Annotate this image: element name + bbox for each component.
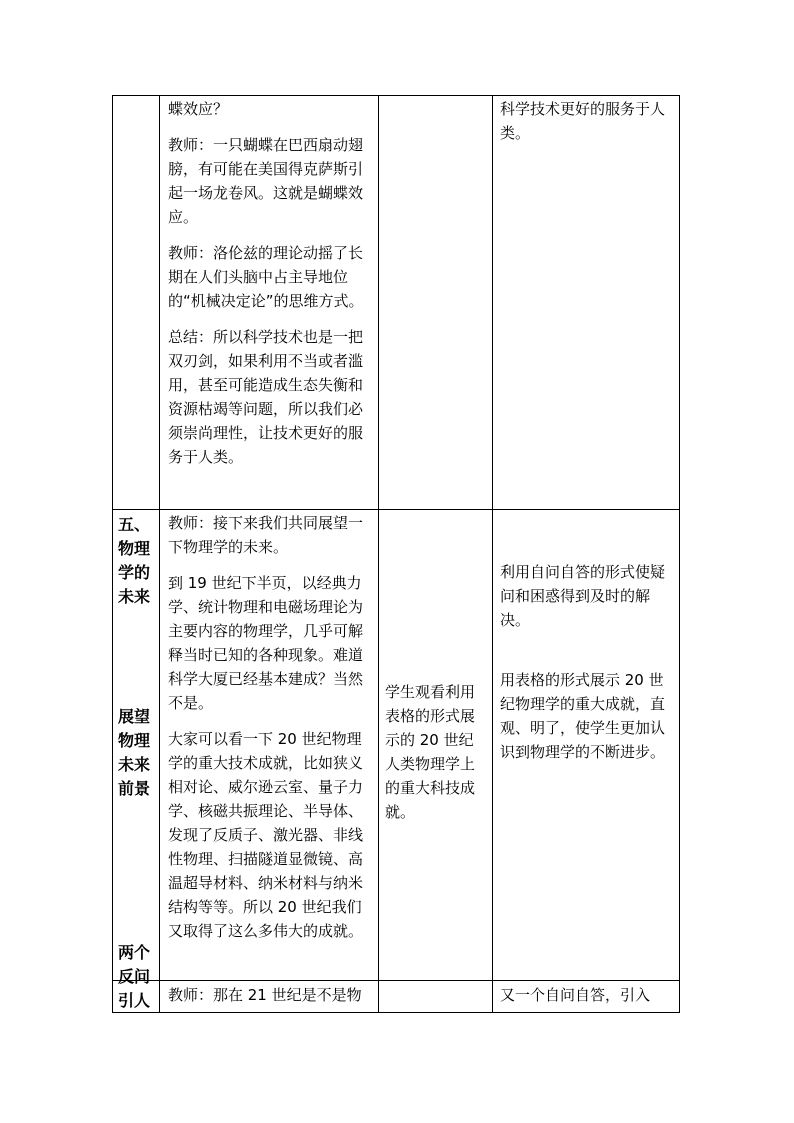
content-paragraph: 科学技术更好的服务于人类。 [500, 100, 666, 142]
section-subheading [118, 941, 158, 1013]
row1-teaching-content [168, 97, 370, 481]
content-paragraph: 学生观看利用表格的形式展示的 20 世纪人类物理学上的重大科技成就。 [385, 683, 476, 821]
heading-line: 未来 [118, 587, 151, 606]
content-paragraph: 又一个自问自答，引入 [500, 986, 651, 1004]
subheading-line: 引人 [118, 991, 151, 1010]
content-paragraph: 用表格的形式展示 20 世纪物理学的重大成就，直观、明了，使学生更加认识到物理学的不断进步。 [500, 671, 666, 761]
table-column-divider [378, 95, 379, 1013]
content-paragraph: 总结：所以科学技术也是一把双刃剑，如果利用不当或者滥用，甚至可能造成生态失衡和资源枯竭等问题，所以我们必须崇尚理性，让技术更好的服务于人类。 [168, 328, 364, 466]
content-paragraph: 教师：接下来我们共同展望一下物理学的未来。 [168, 514, 364, 556]
table-border-right [679, 95, 680, 1013]
subheading-line: 展望 [118, 707, 151, 726]
heading-line: 五、 [118, 515, 151, 534]
heading-line: 物理 [118, 539, 151, 558]
row1-design-intent [500, 97, 672, 157]
row3-teaching-content [168, 983, 378, 1019]
section-heading [118, 513, 158, 609]
lesson-plan-table [112, 95, 680, 1013]
content-paragraph: 利用自问自答的形式使疑问和困惑得到及时的解决。 [500, 563, 666, 629]
table-row-divider [112, 509, 680, 510]
subheading-line: 前景 [118, 779, 151, 798]
content-paragraph: 到 19 世纪下半页，以经典力学、统计物理和电磁场理论为主要内容的物理学，几乎可解释当时已知的各种现象。难道科学大厦已经基本建成？当然不是。 [168, 574, 364, 712]
table-column-divider [492, 95, 493, 1013]
content-paragraph: 教师：一只蝴蝶在巴西扇动翅膀，有可能在美国得克萨斯引起一场龙卷风。这就是蝴蝶效应。 [168, 136, 364, 226]
table-column-divider [159, 95, 160, 1013]
subheading-line: 反问 [118, 967, 151, 986]
heading-line: 学的 [118, 563, 151, 582]
subheading-line: 未来 [118, 755, 151, 774]
row2-teaching-content [168, 511, 370, 955]
subheading-line: 两个 [118, 943, 151, 962]
table-border-top [112, 95, 680, 96]
table-border-left [112, 95, 113, 1013]
content-paragraph: 教师：那在 21 世纪是不是物 [168, 986, 362, 1004]
table-row-divider [112, 980, 680, 981]
content-paragraph: 大家可以看一下 20 世纪物理学的重大技术成就，比如狭义相对论、威尔逊云室、量子力学、核磁共振理论、半导体、发现了反质子、激光器、非线性物理、扫描隧道显微镜、高温超导材料、纳米材料与纳米结构等等。所以 20 世纪我们又取得了这么多伟大的成就。 [168, 730, 364, 940]
row2-student-activity [385, 680, 485, 836]
section-subheading [118, 705, 158, 801]
row3-design-intent [500, 983, 672, 1019]
subheading-line: 物理 [118, 731, 151, 750]
content-paragraph: 蝶效应？ [168, 100, 229, 118]
content-paragraph: 教师：洛伦兹的理论动摇了长期在人们头脑中占主导地位的“机械决定论”的思维方式。 [168, 244, 364, 310]
row2-design-intent [500, 560, 672, 776]
